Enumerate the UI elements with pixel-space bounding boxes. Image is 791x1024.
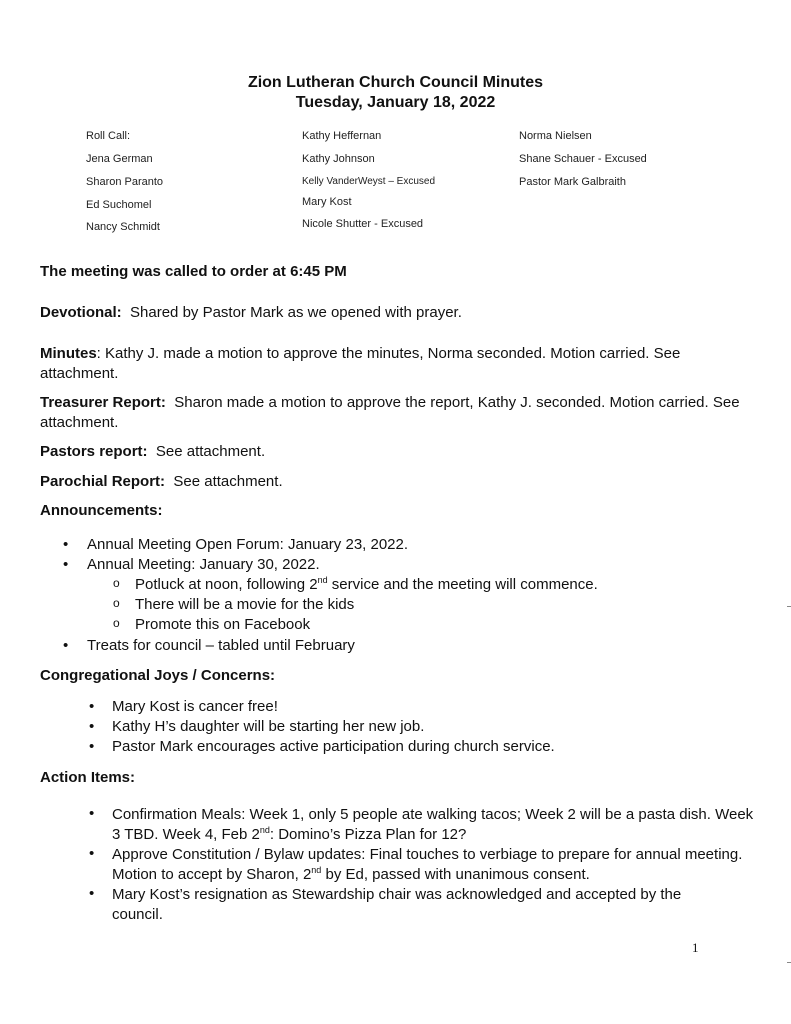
action-items-heading: Action Items: xyxy=(40,769,136,786)
joys-item: Pastor Mark encourages active participation during church service. xyxy=(112,738,555,755)
pastors-label: Pastors report: xyxy=(40,443,148,460)
minutes-text: : Kathy J. made a motion to approve the minutes, Norma seconded. Motion carried. See attachment. xyxy=(40,345,681,382)
bullet-icon: • xyxy=(63,556,69,573)
action-item: Mary Kost’s resignation as Stewardship chair was acknowledged and accepted by the council. xyxy=(112,886,682,923)
roll-call-name: Shane Schauer - Excused xyxy=(519,153,647,165)
circle-bullet-icon: o xyxy=(113,616,120,630)
parochial-label: Parochial Report: xyxy=(40,473,166,490)
devotional-paragraph xyxy=(40,304,462,321)
called-to-order: The meeting was called to order at 6:45 PM xyxy=(40,263,347,280)
roll-call-name: Pastor Mark Galbraith xyxy=(519,176,626,188)
action-item: Confirmation Meals: Week 1, only 5 people ate walking tacos; Week 2 will be a pasta dish. Week 3 TBD. Week 4, Feb 2nd: Domino’s Pizza Plan for 12? xyxy=(112,806,754,843)
announcement-sub-item: Promote this on Facebook xyxy=(135,616,311,633)
roll-call-name: Norma Nielsen xyxy=(519,130,592,142)
announcement-item: Treats for council – tabled until February xyxy=(87,637,355,654)
treasurer-text: Sharon made a motion to approve the report, Kathy J. seconded. Motion carried. See attachment. xyxy=(40,394,740,431)
pastors-text: See attachment. xyxy=(155,443,266,460)
treasurer-paragraph xyxy=(40,393,750,433)
joys-item: Kathy H’s daughter will be starting her new job. xyxy=(112,718,425,735)
roll-call-name: Kelly VanderWeyst – Excused xyxy=(302,176,436,187)
devotional-text: Shared by Pastor Mark as we opened with prayer. xyxy=(130,304,462,321)
bullet-icon: • xyxy=(89,718,95,735)
action-item: Approve Constitution / Bylaw updates: Final touches to verbiage to prepare for annual meeting. Motion to accept by Sharon, 2nd by Ed, passed with unanimous consent. xyxy=(112,846,743,883)
bullet-icon: • xyxy=(89,738,95,755)
announcement-sub-item: There will be a movie for the kids xyxy=(135,596,355,613)
joys-heading: Congregational Joys / Concerns: xyxy=(40,667,276,684)
roll-call-name: Mary Kost xyxy=(302,196,352,208)
announcement-item: Annual Meeting Open Forum: January 23, 2022. xyxy=(87,536,409,553)
bullet-icon: • xyxy=(63,637,69,654)
roll-call-label: Roll Call: xyxy=(86,130,131,142)
devotional-label: Devotional: xyxy=(40,304,122,321)
bullet-icon: • xyxy=(89,885,95,902)
parochial-paragraph xyxy=(40,473,283,490)
roll-call-name: Nicole Shutter - Excused xyxy=(302,218,424,230)
roll-call-name: Kathy Heffernan xyxy=(302,130,382,142)
roll-call-name: Nancy Schmidt xyxy=(86,221,160,233)
margin-mark xyxy=(787,606,791,607)
announcement-item: Annual Meeting: January 30, 2022. xyxy=(87,556,320,573)
page-number: 1 xyxy=(692,940,699,955)
document-title: Zion Lutheran Church Council Minutes xyxy=(247,74,544,91)
roll-call-name: Sharon Paranto xyxy=(86,176,164,188)
bullet-icon: • xyxy=(89,805,95,822)
parochial-text: See attachment. xyxy=(173,473,283,490)
minutes-label: Minutes xyxy=(40,345,97,362)
joys-item: Mary Kost is cancer free! xyxy=(112,698,278,715)
bullet-icon: • xyxy=(89,845,95,862)
circle-bullet-icon: o xyxy=(113,576,120,590)
roll-call-name: Jena German xyxy=(86,153,153,165)
pastors-paragraph xyxy=(40,443,265,460)
roll-call-name: Kathy Johnson xyxy=(302,153,375,165)
margin-mark xyxy=(787,962,791,963)
bullet-icon: • xyxy=(63,536,69,553)
bullet-icon: • xyxy=(89,698,95,715)
treasurer-label: Treasurer Report: xyxy=(40,394,166,411)
minutes-paragraph xyxy=(40,344,750,384)
meeting-date: Tuesday, January 18, 2022 xyxy=(295,94,496,111)
circle-bullet-icon: o xyxy=(113,596,120,610)
announcement-sub-item: Potluck at noon, following 2nd service and the meeting will commence. xyxy=(135,575,598,593)
roll-call-name: Ed Suchomel xyxy=(86,199,152,211)
announcements-heading: Announcements: xyxy=(40,502,163,519)
